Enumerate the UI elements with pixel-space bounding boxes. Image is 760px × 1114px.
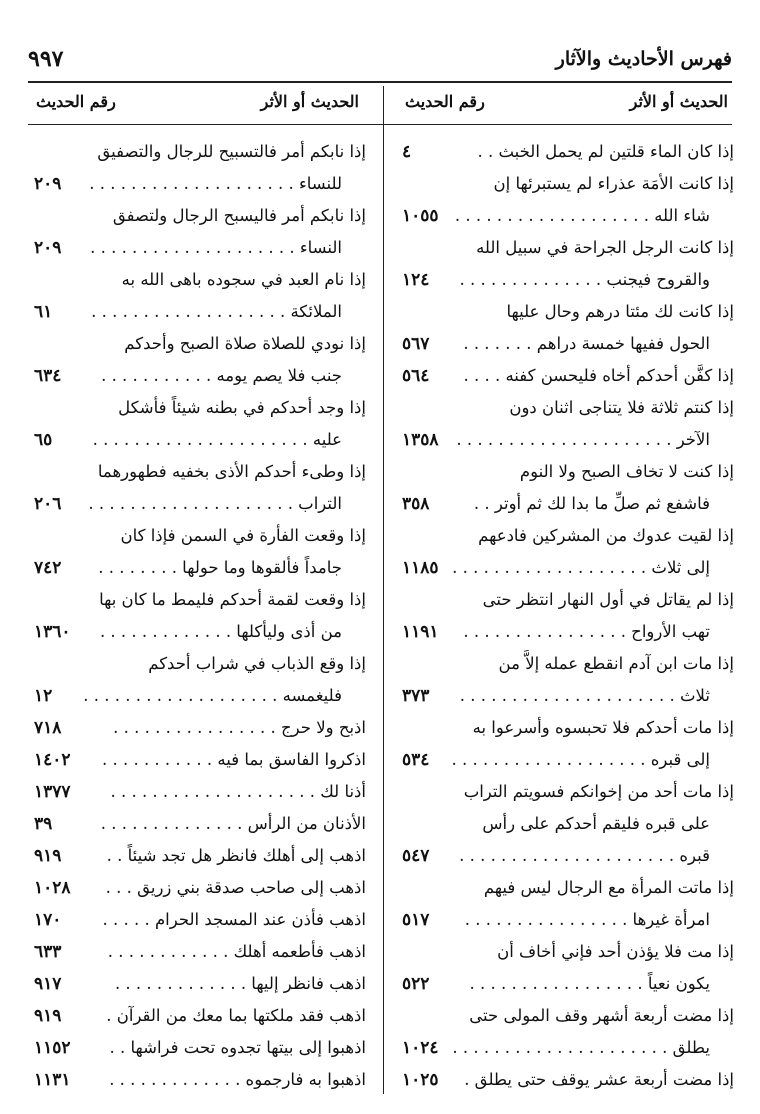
index-entry-line <box>398 394 734 426</box>
hadith-text: والقروح فيجنب . . . . . . . . . . . . . . <box>459 270 710 289</box>
hadith-number: ١١٥٢ <box>34 1038 71 1058</box>
index-entry-line <box>398 618 734 650</box>
index-entry-line <box>398 682 734 714</box>
index-entry-line <box>30 394 366 426</box>
hadith-text: اذبح ولا حرج . . . . . . . . . . . . . . . . <box>113 718 366 737</box>
index-entry-line <box>398 1002 734 1034</box>
hadith-text: اذهب إلى صاحب صدقة بني زريق . . . <box>105 878 366 897</box>
index-entry-line <box>398 330 734 362</box>
index-entry-line <box>30 202 366 234</box>
hadith-number: ٧١٨ <box>34 718 62 738</box>
hadith-number: ٧٤٢ <box>34 558 62 578</box>
hadith-text: شاء الله . . . . . . . . . . . . . . . . . . . <box>454 206 710 225</box>
index-entry-line <box>30 362 366 394</box>
hadith-number: ٥٣٤ <box>402 750 430 770</box>
hadith-text: التراب . . . . . . . . . . . . . . . . . . . . <box>88 494 342 513</box>
column-header-rule <box>28 124 732 125</box>
number-column-label: رقم الحديث <box>36 92 116 111</box>
hadith-text: إذا وقع الذباب في شراب أحدكم <box>148 654 366 673</box>
index-entry-line <box>30 650 366 682</box>
index-entry-line <box>30 746 366 778</box>
right-column-header <box>397 88 732 118</box>
index-entry-line <box>30 522 366 554</box>
index-entry-line <box>30 1002 366 1034</box>
hadith-text: إذا كانت الرجل الجراحة في سبيل الله <box>476 238 734 257</box>
hadith-number: ٦١ <box>34 302 53 322</box>
hadith-text: يطلق . . . . . . . . . . . . . . . . . . . . . <box>452 1038 710 1057</box>
index-entry-line <box>30 618 366 650</box>
index-entry-line <box>30 234 366 266</box>
hadith-number: ٣٧٣ <box>402 686 430 706</box>
index-entry-line <box>30 970 366 1002</box>
index-entry-line <box>398 426 734 458</box>
index-entry-line <box>30 906 366 938</box>
left-column-header <box>28 88 363 118</box>
hadith-text: إذا وجد أحدكم في بطنه شيئاً فأشكل <box>118 398 366 417</box>
hadith-text: جامداً فألقوها وما حولها . . . . . . . . <box>98 558 342 577</box>
hadith-text: اذهب فقد ملكتها بما معك من القرآن . <box>106 1006 366 1025</box>
index-entry-line <box>30 1066 366 1098</box>
hadith-text: إذا كان الماء قلتين لم يحمل الخبث . . <box>477 142 734 161</box>
hadith-text: قبره . . . . . . . . . . . . . . . . . . . . . <box>459 846 710 865</box>
index-entry-line <box>30 842 366 874</box>
hadith-text: اذهبوا إلى بيتها تجدوه تحت فراشها . . <box>109 1038 366 1057</box>
hadith-text: ثلاث . . . . . . . . . . . . . . . . . . . . . <box>459 686 710 705</box>
hadith-text: النساء . . . . . . . . . . . . . . . . . . . . <box>90 238 342 257</box>
hadith-number: ٩١٩ <box>34 1006 62 1026</box>
hadith-text: يكون نعياً . . . . . . . . . . . . . . . . . <box>469 974 710 993</box>
index-entry-line <box>398 138 734 170</box>
index-entry-line <box>30 138 366 170</box>
hadith-text: اذهب فأطعمه أهلك . . . . . . . . . . . . <box>107 942 366 961</box>
running-title: فهرس الأحاديث والآثار <box>555 48 732 70</box>
hadith-number: ١٣٦٠ <box>34 622 71 642</box>
index-entry-line <box>30 1034 366 1066</box>
index-entry-line <box>398 842 734 874</box>
hadith-number: ٢٠٦ <box>34 494 62 514</box>
hadith-text: اذهب فأذن عند المسجد الحرام . . . . . <box>102 910 366 929</box>
hadith-number: ١١٨٥ <box>402 558 439 578</box>
index-entry-line <box>398 298 734 330</box>
index-entry-line <box>398 234 734 266</box>
hadith-text: الملائكة . . . . . . . . . . . . . . . . . . . <box>91 302 342 321</box>
index-entry-line <box>30 330 366 362</box>
index-entry-line <box>398 586 734 618</box>
column-headers <box>28 88 732 118</box>
index-entry-line <box>30 458 366 490</box>
index-entry-line <box>398 970 734 1002</box>
hadith-text: تهب الأرواح . . . . . . . . . . . . . . . . <box>463 622 710 641</box>
index-entry-line <box>30 778 366 810</box>
index-entry-line <box>30 426 366 458</box>
hadith-number: ٢٠٩ <box>34 238 62 258</box>
index-entry-line <box>398 554 734 586</box>
hadith-text: للنساء . . . . . . . . . . . . . . . . . . . . <box>89 174 342 193</box>
header-rule <box>28 81 732 83</box>
page-header <box>28 40 732 76</box>
hadith-text: عليه . . . . . . . . . . . . . . . . . . . . . <box>92 430 342 449</box>
index-entry-line <box>398 522 734 554</box>
index-entry-line <box>398 202 734 234</box>
index-entry-line <box>398 778 734 810</box>
hadith-text: من أذى وليأكلها . . . . . . . . . . . . . <box>99 622 342 641</box>
index-entry-line <box>398 714 734 746</box>
hadith-number: ٤ <box>402 142 412 162</box>
index-entry-line <box>30 266 366 298</box>
hadith-number: ١٠٢٥ <box>402 1070 439 1090</box>
hadith-number: ١٣٧٧ <box>34 782 71 802</box>
hadith-text: امرأة غيرها . . . . . . . . . . . . . . . . <box>464 910 710 929</box>
hadith-number: ١٢٤ <box>402 270 430 290</box>
hadith-number: ٥٢٢ <box>402 974 430 994</box>
hadith-text: إذا نابكم أمر فاليسبح الرجال ولتصفق <box>112 206 366 225</box>
hadith-text: إذا كانت لك مئتا درهم وحال عليها <box>506 302 734 321</box>
hadith-number: ٦٣٣ <box>34 942 62 962</box>
right-index-column <box>398 138 734 1098</box>
hadith-text: إذا ماتت المرأة مع الرجال ليس فيهم <box>483 878 734 897</box>
hadith-text: إذا مضت أربعة أشهر وقف المولى حتى <box>469 1006 734 1025</box>
hadith-text: الحول ففيها خمسة دراهم . . . . . . . <box>463 334 710 353</box>
index-entry-line <box>398 1066 734 1098</box>
index-entry-line <box>30 586 366 618</box>
index-entry-line <box>398 458 734 490</box>
hadith-text: على قبره فليقم أحدكم على رأس <box>482 814 710 833</box>
hadith-number: ٦٣٤ <box>34 366 62 386</box>
hadith-number: ١٠٢٤ <box>402 1038 439 1058</box>
hadith-text: أذنا لك . . . . . . . . . . . . . . . . . . . . <box>110 782 366 801</box>
index-entry-line <box>30 554 366 586</box>
index-entry-line <box>398 746 734 778</box>
hadith-column-label: الحديث أو الأثر <box>260 92 359 111</box>
hadith-text: إذا كفَّن أحدكم أخاه فليحسن كفنه . . . . <box>463 366 734 385</box>
hadith-text: إذا مات أحد من إخوانكم فسويتم التراب <box>463 782 734 801</box>
index-entry-line <box>30 170 366 202</box>
index-entry-line <box>30 490 366 522</box>
hadith-number: ٦٥ <box>34 430 53 450</box>
hadith-number: ٩١٧ <box>34 974 62 994</box>
hadith-text: إذا نودي للصلاة صلاة الصبح وأحدكم <box>124 334 366 353</box>
hadith-text: إذا مات أحدكم فلا تحبسوه وأسرعوا به <box>472 718 734 737</box>
hadith-number: ٩١٩ <box>34 846 62 866</box>
hadith-number: ٣٩ <box>34 814 53 834</box>
hadith-number: ١٠٥٥ <box>402 206 439 226</box>
hadith-text: إذا مت فلا يؤذن أحد فإني أخاف أن <box>497 942 734 961</box>
index-entry-line <box>398 874 734 906</box>
hadith-text: فاشفع ثم صلِّ ما بدا لك ثم أوتر . . <box>473 494 710 513</box>
hadith-number: ١١٩١ <box>402 622 439 642</box>
hadith-text: اذهب إلى أهلك فانظر هل تجد شيئاً . . <box>106 846 366 865</box>
index-entry-line <box>30 714 366 746</box>
hadith-number: ١٢ <box>34 686 53 706</box>
index-entry-line <box>30 298 366 330</box>
hadith-number: ٣٥٨ <box>402 494 430 514</box>
hadith-text: الآخر . . . . . . . . . . . . . . . . . . . . . <box>456 430 710 449</box>
index-entry-line <box>398 1034 734 1066</box>
hadith-text: إذا نابكم أمر فالتسبيح للرجال والتصفيق <box>97 142 366 161</box>
hadith-text: الأذنان من الرأس . . . . . . . . . . . . . . <box>100 814 366 833</box>
index-entry-line <box>398 810 734 842</box>
hadith-text: اذكروا الفاسق بما فيه . . . . . . . . . . . <box>101 750 366 769</box>
hadith-text: إذا كانت الأمَة عذراء لم يستبرئها إن <box>493 174 734 193</box>
number-column-label: رقم الحديث <box>405 92 485 111</box>
column-divider <box>383 86 384 1094</box>
index-entry-line <box>398 938 734 970</box>
index-entry-line <box>30 682 366 714</box>
index-entry-line <box>398 650 734 682</box>
hadith-text: إذا كنتم ثلاثة فلا يتناجى اثنان دون <box>509 398 734 417</box>
hadith-text: اذهبوا به فارجموه . . . . . . . . . . . . . <box>109 1070 366 1089</box>
hadith-text: إذا مات ابن آدم انقطع عمله إلاَّ من <box>498 654 734 673</box>
hadith-column-label: الحديث أو الأثر <box>629 92 728 111</box>
index-entry-line <box>398 362 734 394</box>
hadith-number: ٥٤٧ <box>402 846 430 866</box>
hadith-text: اذهب فانظر إليها . . . . . . . . . . . . . <box>114 974 366 993</box>
hadith-text: إذا وطىء أحدكم الأذى بخفيه فطهورهما <box>97 462 366 481</box>
index-entry-line <box>398 170 734 202</box>
index-entry-line <box>30 810 366 842</box>
hadith-number: ١١٣١ <box>34 1070 71 1090</box>
hadith-number: ٥١٧ <box>402 910 430 930</box>
hadith-number: ١٤٠٢ <box>34 750 71 770</box>
hadith-number: ٥٦٧ <box>402 334 430 354</box>
hadith-text: جنب فلا يصم يومه . . . . . . . . . . . <box>101 366 342 385</box>
index-entry-line <box>30 938 366 970</box>
hadith-text: إذا وقعت لقمة أحدكم فليمط ما كان بها <box>99 590 366 609</box>
index-entry-line <box>398 266 734 298</box>
hadith-text: إذا وقعت الفأرة في السمن فإذا كان <box>120 526 366 545</box>
hadith-text: إلى قبره . . . . . . . . . . . . . . . . . . . <box>451 750 710 769</box>
page-number: ٩٩٧ <box>28 46 64 72</box>
index-entry-line <box>398 906 734 938</box>
index-entry-line <box>30 874 366 906</box>
hadith-text: فليغمسه . . . . . . . . . . . . . . . . . . . <box>83 686 342 705</box>
hadith-text: إذا لقيت عدوك من المشركين فادعهم <box>478 526 734 545</box>
hadith-number: ٢٠٩ <box>34 174 62 194</box>
hadith-text: إذا مضت أربعة عشر يوقف حتى يطلق . <box>464 1070 734 1089</box>
hadith-text: إلى ثلاث . . . . . . . . . . . . . . . . . . . <box>452 558 710 577</box>
hadith-number: ١٠٢٨ <box>34 878 71 898</box>
hadith-number: ٥٦٤ <box>402 366 430 386</box>
hadith-text: إذا لم يقاتل في أول النهار انتظر حتى <box>482 590 734 609</box>
left-index-column <box>30 138 366 1098</box>
index-entry-line <box>398 490 734 522</box>
hadith-text: إذا كنت لا تخاف الصبح ولا النوم <box>519 462 734 481</box>
hadith-number: ١٣٥٨ <box>402 430 439 450</box>
hadith-text: إذا نام العبد في سجوده باهى الله به <box>121 270 366 289</box>
hadith-number: ١٧٠ <box>34 910 62 930</box>
